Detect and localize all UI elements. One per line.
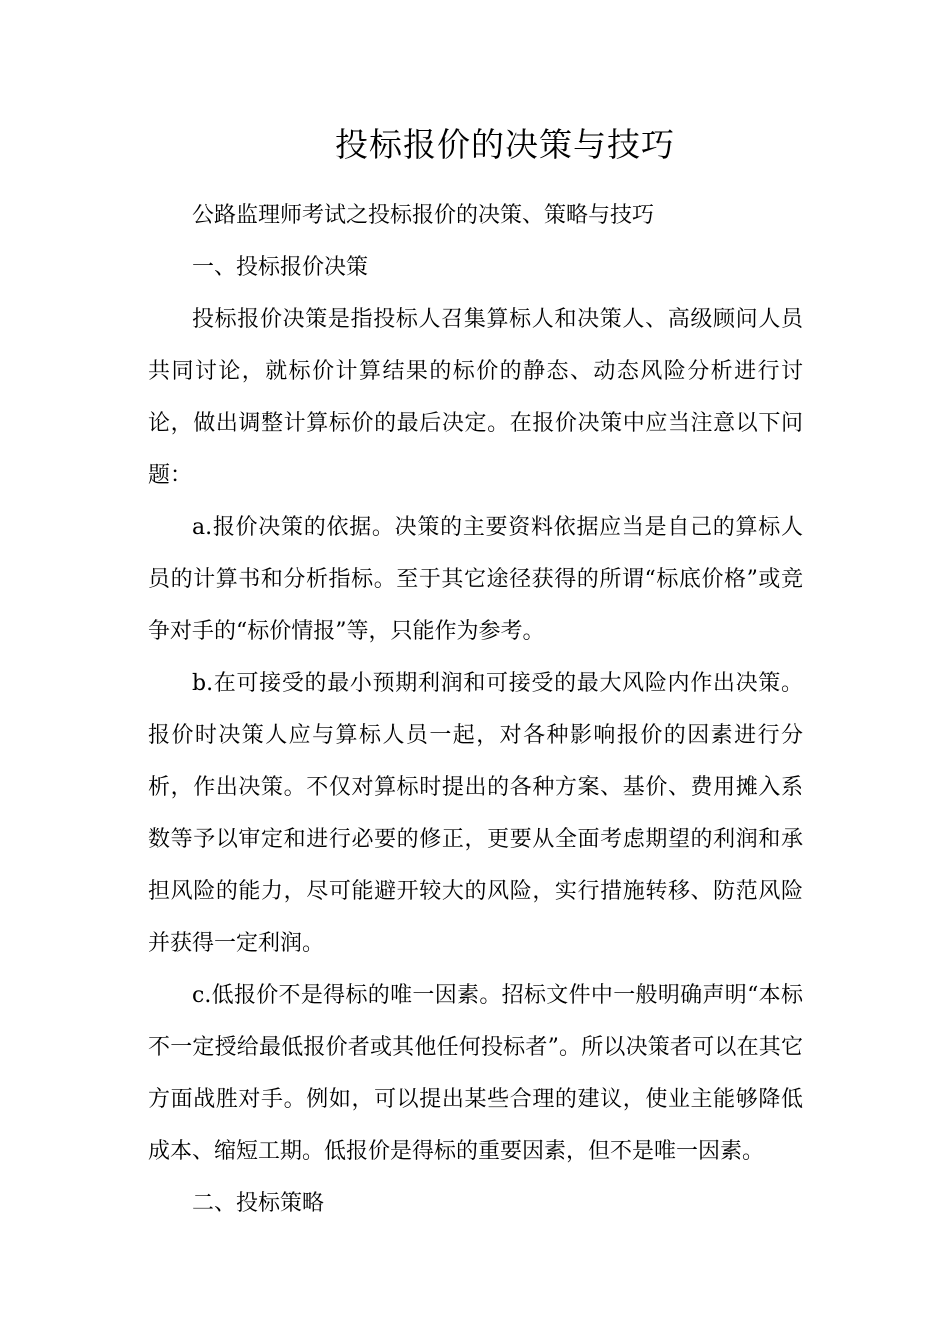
document-body bbox=[148, 190, 803, 1230]
section-heading-2: 二、投标策略 bbox=[192, 1191, 325, 1216]
paragraph-point-b: b.在可接受的最小预期利润和可接受的最大风险内作出决策。报价时决策人应与算标人员一起，对各种影响报价的因素进行分析，作出决策。不仅对算标时提出的各种方案、基价、费用摊入系数等予以审定和进行必要的修正，更要从全面考虑期望的利润和承担风险的能力，尽可能避开较大的风险，实行措施转移、防范风险并获得一定利润。 bbox=[148, 671, 803, 956]
subtitle-paragraph: 公路监理师考试之投标报价的决策、策略与技巧 bbox=[192, 203, 655, 228]
document-title: 投标报价的决策与技巧 bbox=[335, 125, 675, 164]
paragraph-point-c: c.低报价不是得标的唯一因素。招标文件中一般明确声明“本标不一定授给最低报价者或其他任何投标者”。所以决策者可以在其它方面战胜对手。例如，可以提出某些合理的建议，使业主能够降低成本、缩短工期。低报价是得标的重要因素，但不是唯一因素。 bbox=[148, 983, 803, 1164]
section-heading-1: 一、投标报价决策 bbox=[192, 255, 369, 280]
paragraph-point-a: a.报价决策的依据。决策的主要资料依据应当是自己的算标人员的计算书和分析指标。至于其它途径获得的所谓“标底价格”或竞争对手的“标价情报”等，只能作为参考。 bbox=[148, 515, 803, 644]
paragraph-decision-intro: 投标报价决策是指投标人召集算标人和决策人、高级顾问人员共同讨论，就标价计算结果的标价的静态、动态风险分析进行讨论，做出调整计算标价的最后决定。在报价决策中应当注意以下问题： bbox=[148, 307, 803, 488]
